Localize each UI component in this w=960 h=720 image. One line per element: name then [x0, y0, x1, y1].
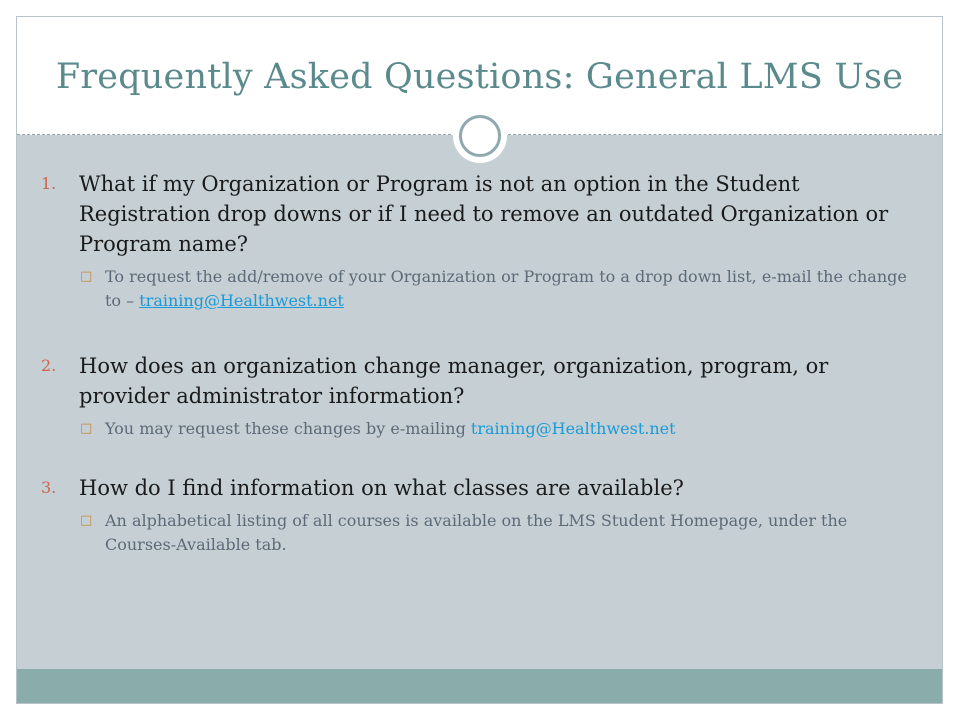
hollow-square-bullet-icon: □: [80, 513, 93, 528]
answer-text: To request the add/remove of your Organization or Program to a drop down list, e-mail the change to –: [105, 267, 907, 310]
faq-answer-2: [41, 417, 911, 441]
slide: [16, 16, 943, 704]
question-number: 2.: [41, 356, 57, 375]
question-text: What if my Organization or Program is not an option in the Student Registration drop downs or if I need to remove an outdated Organization or Program name?: [79, 172, 889, 256]
question-number: 3.: [41, 478, 57, 497]
answer-text: An alphabetical listing of all courses is available on the LMS Student Homepage, under the Courses-Available tab.: [105, 511, 848, 554]
question-text: How does an organization change manager, organization, program, or provider administrator information?: [79, 354, 829, 408]
hollow-square-bullet-icon: □: [80, 421, 93, 436]
faq-question-3: [41, 473, 911, 503]
slide-title: Frequently Asked Questions: General LMS Use: [55, 57, 904, 97]
email-link[interactable]: training@Healthwest.net: [470, 419, 676, 438]
question-number: 1.: [41, 174, 57, 193]
faq-list: [41, 169, 911, 557]
faq-question-2: [41, 351, 911, 411]
question-text: How do I find information on what classes are available?: [79, 476, 684, 500]
email-link[interactable]: training@Healthwest.net: [139, 291, 344, 310]
answer-text: You may request these changes by e-mailing: [105, 419, 471, 438]
hollow-square-bullet-icon: □: [80, 269, 93, 284]
faq-question-1: [41, 169, 911, 259]
faq-answer-1: [41, 265, 911, 313]
circle-ornament-icon: [459, 115, 501, 157]
faq-answer-3: [41, 509, 911, 557]
footer-band: [17, 669, 942, 703]
